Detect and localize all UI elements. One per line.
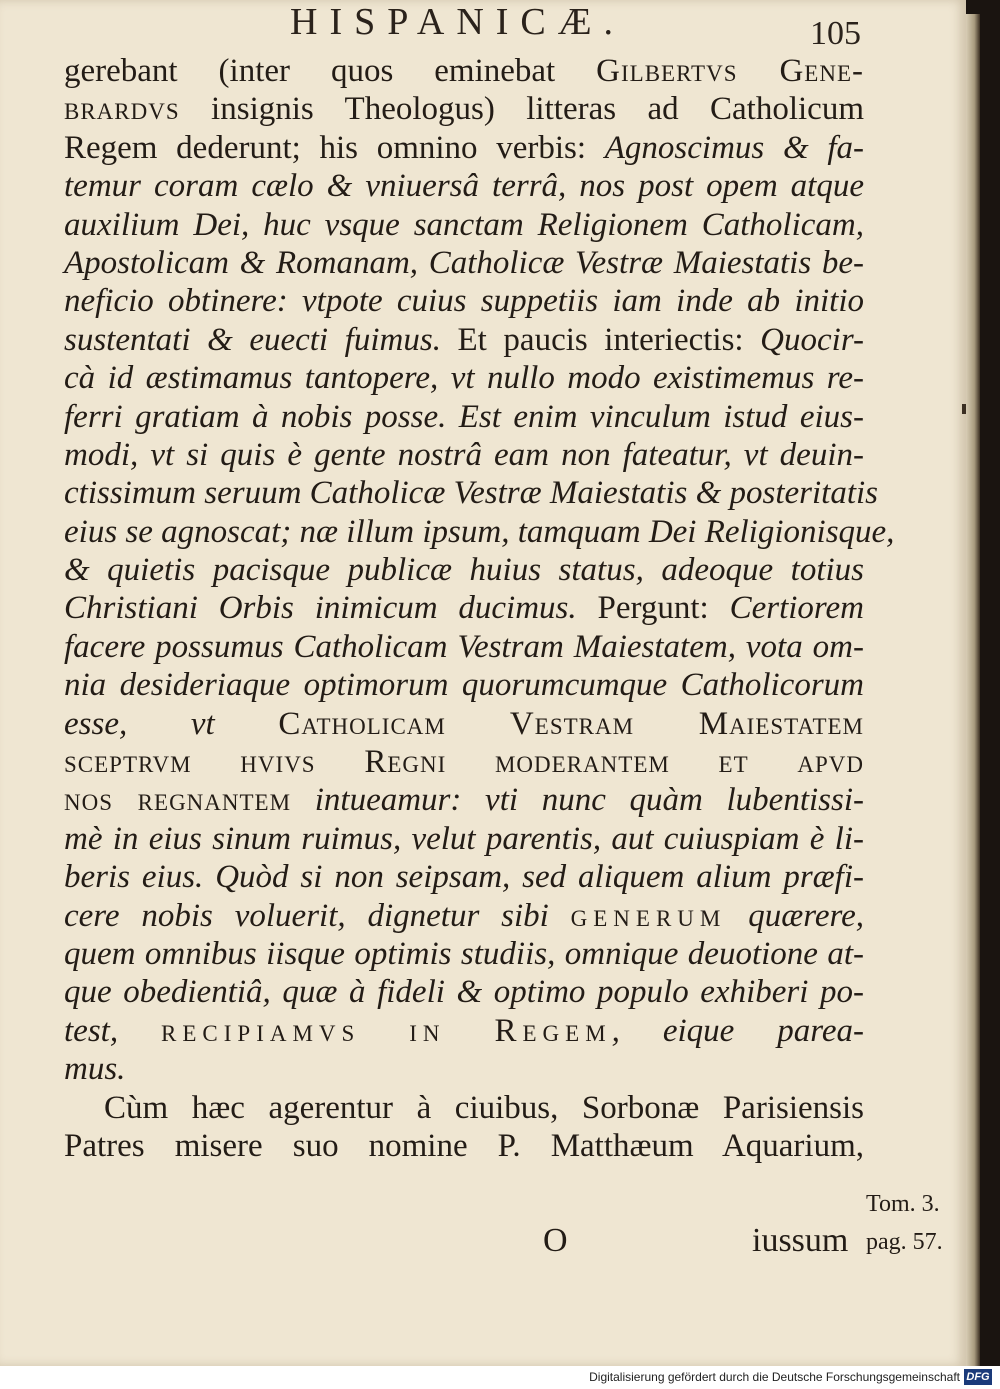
page-edge xyxy=(966,14,980,1366)
italic-run: ferri gratiam à nobis posse. Est enim vinculum istud eius- xyxy=(64,398,864,435)
italic-run: nia desideriaque optimorum quorumcumque Catholicorum xyxy=(64,667,864,704)
italic-run: eius se agnoscat; næ illum ipsum, tamquam Dei Religionisque, xyxy=(64,513,895,550)
main-text-block xyxy=(64,52,895,1165)
small-caps-run: brardvs xyxy=(64,91,180,128)
text-line xyxy=(64,513,895,551)
italic-run: Christiani Orbis inimicum ducimus. xyxy=(64,590,577,627)
text-line xyxy=(64,206,864,244)
italic-run: beris eius. Quòd si non seipsam, sed aliquem alium præfi- xyxy=(64,859,864,896)
roman-run: insignis Theologus) litteras ad Catholicum xyxy=(179,91,864,128)
text-line xyxy=(64,474,879,512)
italic-run: Apostolicam & Romanam, Catholicæ Vestræ Maiestatis be- xyxy=(64,244,864,281)
text-line xyxy=(64,1089,864,1127)
italic-run: Certiorem xyxy=(729,590,864,627)
funding-credit: Digitalisierung gefördert durch die Deutsche Forschungsgemeinschaft xyxy=(589,1370,960,1384)
text-line xyxy=(64,1127,864,1165)
roman-run: Pergunt: xyxy=(576,590,730,627)
text-line xyxy=(64,743,864,781)
text-line xyxy=(64,897,864,935)
text-line xyxy=(64,551,864,589)
italic-run: facere possumus Catholicam Vestram Maiestatem, vota om- xyxy=(64,628,864,665)
text-line xyxy=(64,1050,864,1088)
small-caps-run: sceptrvm hvivs Regni moderantem et apvd xyxy=(64,744,864,781)
italic-run: neficio obtinere: vtpote cuius suppetiis iam inde ab initio xyxy=(64,283,864,320)
dfg-logo: DFG xyxy=(964,1369,992,1385)
text-line xyxy=(64,167,864,205)
text-line xyxy=(64,129,864,167)
text-line xyxy=(64,321,864,359)
roman-run: Regem dederunt; his omnino verbis: xyxy=(64,129,605,166)
text-line xyxy=(64,90,864,128)
text-line xyxy=(64,820,864,858)
catchword: iussum xyxy=(752,1222,849,1259)
italic-run: temur coram cælo & vniuersâ terrâ, nos post opem atque xyxy=(64,168,864,205)
text-line xyxy=(64,666,864,704)
text-line xyxy=(64,935,864,973)
running-head: HISPANICÆ. xyxy=(290,1,626,43)
text-line xyxy=(64,781,864,819)
italic-run: que obedientiâ, quæ à fideli & optimo populo exhiberi po- xyxy=(64,974,864,1011)
italic-run: test, xyxy=(64,1012,162,1049)
italic-run: quærere, xyxy=(726,897,864,934)
page-header xyxy=(0,0,966,52)
margin-note-volume: Tom. 3. xyxy=(866,1191,940,1217)
small-caps-run: Gilbertvs Gene- xyxy=(596,53,864,89)
text-line xyxy=(64,282,864,320)
text-line xyxy=(64,858,864,896)
margin-note xyxy=(866,1185,966,1261)
roman-run: Patres misere suo nomine P. Matthæum Aquarium, xyxy=(64,1127,864,1164)
text-line xyxy=(64,436,864,474)
small-caps-run: nos regnantem xyxy=(64,782,292,819)
italic-run: auxilium Dei, huc vsque sanctam Religionem Catholicam, xyxy=(64,206,864,243)
small-caps-run: Catholicam Vestram Maiestatem xyxy=(278,705,865,742)
text-line xyxy=(64,628,864,666)
text-line xyxy=(64,589,864,627)
small-caps-run: generum xyxy=(570,897,727,934)
text-line xyxy=(64,973,864,1011)
roman-run: Et paucis interiectis: xyxy=(440,321,761,358)
italic-run: , eique parea- xyxy=(611,1012,865,1049)
italic-run: quem omnibus iisque optimis studiis, omnique deuotione at- xyxy=(64,935,864,972)
text-line xyxy=(64,398,864,436)
italic-run: intueamur: vti nunc quàm lubentissi- xyxy=(291,782,864,819)
italic-run: Agnoscimus & fa- xyxy=(604,129,864,166)
roman-run: Cùm hæc agerentur à ciuibus, Sorbonæ Parisiensis xyxy=(104,1089,864,1126)
margin-note-page: pag. 57. xyxy=(866,1229,943,1255)
roman-run: gerebant (inter quos eminebat xyxy=(64,53,597,89)
italic-run: ctissimum seruum Catholicæ Vestræ Maiestatis & posteritatis xyxy=(64,475,879,512)
italic-run: cà id æstimamus tantopere, vt nullo modo existimemus re- xyxy=(64,360,864,397)
italic-run: & quietis pacisque publicæ huius status, adeoque totius xyxy=(64,552,864,589)
text-line xyxy=(64,244,864,282)
italic-run: mus. xyxy=(64,1051,126,1088)
text-line xyxy=(64,705,864,743)
footer-bar xyxy=(0,1366,1000,1389)
italic-run: cere nobis voluerit, dignetur sibi xyxy=(64,897,571,934)
small-caps-run: recipiamvs in Regem xyxy=(161,1012,612,1049)
italic-run: mè in eius sinum ruimus, velut parentis, aut cuiuspiam è li- xyxy=(64,820,864,857)
italic-run: Quocir- xyxy=(760,321,864,358)
page-number: 105 xyxy=(810,15,861,52)
italic-run: modi, vt si quis è gente nostrâ eam non fateatur, vt deuin- xyxy=(64,436,864,473)
italic-run: sustentati & euecti fuimus. xyxy=(64,321,441,358)
text-line xyxy=(64,52,864,90)
text-line xyxy=(64,359,864,397)
italic-run: esse, vt xyxy=(64,705,279,742)
signature-mark: O xyxy=(543,1222,568,1259)
text-line xyxy=(64,1012,864,1050)
